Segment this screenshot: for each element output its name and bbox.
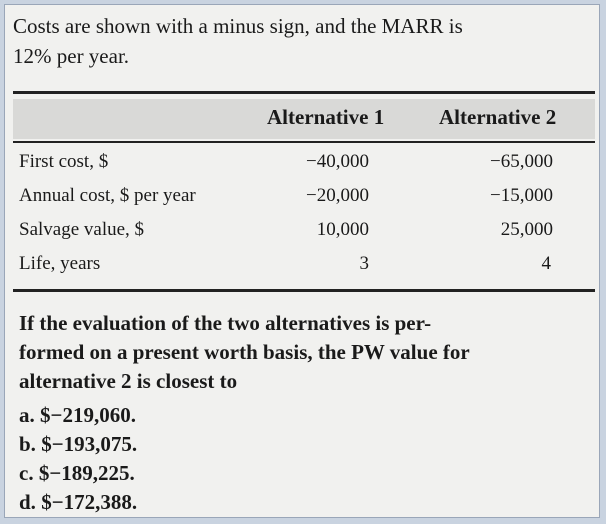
salvage-value-alt1: 10,000 (316, 219, 369, 240)
option-letter: c. (19, 461, 34, 485)
option-d (19, 488, 137, 517)
row-label-salvage-value: Salvage value, $ (19, 219, 145, 240)
table-row (13, 149, 595, 181)
option-letter: d. (19, 490, 36, 514)
option-letter: b. (19, 432, 36, 456)
annual-cost-alt1: −20,000 (306, 185, 369, 206)
header-alternative-1: Alternative 1 (267, 105, 385, 129)
question-line-2: formed on a present worth basis, the PW value for (19, 340, 470, 364)
table-row (13, 251, 595, 283)
header-alternative-2: Alternative 2 (439, 105, 557, 129)
annual-cost-alt2: −15,000 (490, 185, 553, 206)
first-cost-alt2: −65,000 (490, 151, 553, 172)
row-label-life: Life, years (19, 253, 101, 274)
option-value: $−219,060. (40, 403, 136, 427)
table-bottom-rule (13, 289, 595, 292)
option-a (19, 401, 137, 430)
life-alt1: 3 (359, 253, 369, 274)
option-letter: a. (19, 403, 35, 427)
option-b (19, 430, 137, 459)
table-header (13, 99, 595, 139)
salvage-value-alt2: 25,000 (500, 219, 553, 240)
table-row (13, 183, 595, 215)
first-cost-alt1: −40,000 (306, 151, 369, 172)
life-alt2: 4 (541, 253, 551, 274)
answer-options (19, 401, 137, 517)
table-row (13, 217, 595, 249)
option-c (19, 459, 137, 488)
problem-intro (13, 11, 463, 71)
intro-line-2: 12% per year. (13, 44, 130, 68)
question-text (19, 309, 579, 396)
question-line-1: If the evaluation of the two alternatives is per- (19, 311, 432, 335)
problem-card (4, 4, 600, 518)
option-value: $−189,225. (38, 461, 135, 485)
option-value: $−172,388. (41, 490, 138, 514)
option-value: $−193,075. (41, 432, 138, 456)
intro-line-1: Costs are shown with a minus sign, and the MARR is (13, 14, 463, 38)
question-line-3: alternative 2 is closest to (19, 369, 238, 393)
row-label-first-cost: First cost, $ (19, 151, 109, 172)
table-top-rule (13, 91, 595, 94)
header-divider (13, 141, 595, 143)
row-label-annual-cost: Annual cost, $ per year (19, 185, 196, 206)
